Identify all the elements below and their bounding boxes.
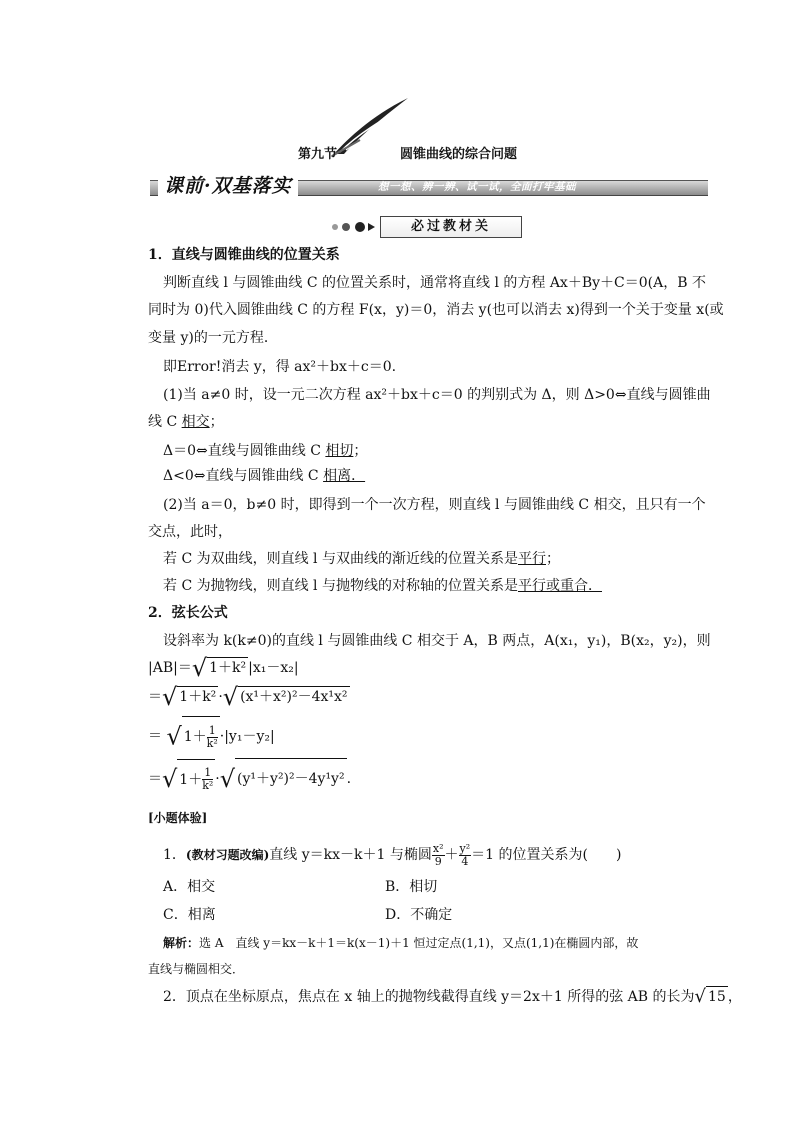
question-1: 1．(教材习题改编)直线 y＝kx－k＋1 与椭圆 $\frac{\text{x²}}{9}$ ＋ $\frac{\text{y²}}{4}$ ＝1 的位置关系为( ): [163, 841, 622, 868]
option-a: A．相交: [163, 879, 216, 895]
answer-blank: 平行或重合．: [518, 578, 602, 594]
heading-chord-length: 2．弦长公式: [148, 605, 228, 621]
section-label-exercise: [小题体验]: [148, 811, 208, 825]
section-number: 第九节: [298, 147, 338, 162]
paragraph-line: Δ<0⇔直线与圆锥曲线 C 相离．: [163, 468, 366, 484]
paragraph-line: 即Error!消去 y，得 ax²＋bx＋c＝0.: [163, 359, 397, 375]
solution-line: 直线与椭圆相交．: [148, 962, 245, 976]
paragraph-line: 设斜率为 k(k≠0)的直线 l 与圆锥曲线 C 相交于 A，B 两点，A(x₁，y₁)，B(x₂，y₂)，则: [163, 633, 711, 649]
paragraph-line: (1)当 a≠0 时，设一元二次方程 ax²＋bx＋c＝0 的判别式为 Δ，则 Δ>0⇔直线与圆锥曲: [163, 387, 711, 403]
subsection-label: 必过教材关: [380, 216, 522, 238]
heading-position-relation: 1．直线与圆锥曲线的位置关系: [148, 247, 340, 263]
paragraph-line: 交点，此时，: [148, 524, 232, 540]
option-d: D．不确定: [385, 907, 453, 923]
banner-subtitle: 想一想、辨一辨、试一试，全面打牢基础: [378, 181, 576, 193]
dots-decoration-icon: [330, 222, 376, 232]
answer-blank: 相交: [181, 414, 210, 430]
formula-line: ＝√ 1＋ $\frac{1}{\text{k²}}$ ·√ (y¹＋y²)²－4y¹y² .: [148, 758, 351, 798]
paragraph-line: 变量 y)的一元方程．: [148, 330, 278, 346]
paragraph-line: 线 C 相交；: [148, 414, 224, 430]
answer-blank: 相离．: [323, 468, 366, 484]
answer-blank: 相切: [325, 443, 354, 459]
banner: [150, 174, 708, 198]
banner-title: 课前·双基落实: [158, 174, 298, 198]
paragraph-line: (2)当 a＝0，b≠0 时，即得到一个一次方程，则直线 l 与圆锥曲线 C 相交，且只有一个: [163, 497, 706, 513]
section-title: 圆锥曲线的综合问题: [400, 147, 518, 162]
formula-line: ＝√ 1＋k² ·√ (x¹＋x²)²－4x¹x²: [148, 683, 348, 711]
paragraph-line: 同时为 0)代入圆锥曲线 C 的方程 F(x，y)＝0，消去 y(也可以消去 x)得到一个关于变量 x(或: [148, 302, 724, 318]
paragraph-line: Δ＝0⇔直线与圆锥曲线 C 相切；: [163, 443, 368, 459]
solution-line: 解析：选 A 直线 y＝kx－k＋1＝k(x－1)＋1 恒过定点(1,1)，又点(1,1)在椭圆内部，故: [163, 936, 639, 950]
option-c: C．相离: [163, 907, 216, 923]
paragraph-line: 若 C 为双曲线，则直线 l 与双曲线的渐近线的位置关系是平行；: [163, 551, 560, 567]
option-b: B．相切: [385, 879, 438, 895]
answer-blank: 平行: [518, 551, 546, 567]
swoosh-logo-icon: [330, 96, 410, 158]
formula-line: ＝ √ 1＋ $\frac{1}{\text{k²}}$ ·|y₁－y₂|: [148, 716, 275, 756]
formula-line: |AB|＝√ 1＋k² |x₁－x₂|: [148, 654, 299, 682]
paragraph-line: 若 C 为抛物线，则直线 l 与抛物线的对称轴的位置关系是平行或重合．: [163, 578, 602, 594]
paragraph-line: 判断直线 l 与圆锥曲线 C 的位置关系时，通常将直线 l 的方程 Ax＋By＋C＝0(A，B 不: [163, 275, 706, 291]
question-2: 2．顶点在坐标原点，焦点在 x 轴上的抛物线截得直线 y＝2x＋1 所得的弦 AB 的长为√ 15 ，: [163, 986, 742, 1007]
